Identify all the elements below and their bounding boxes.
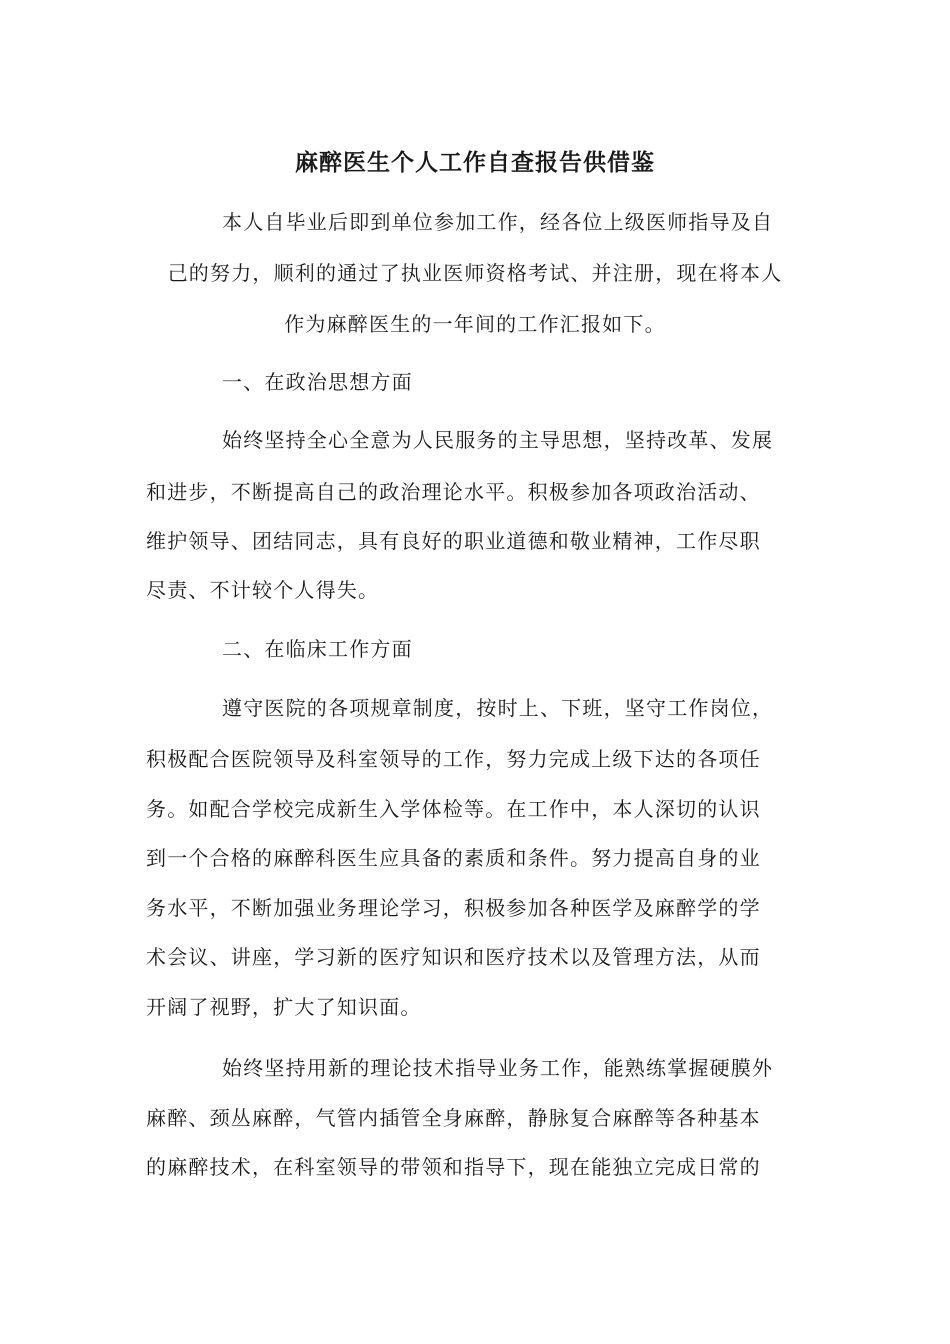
paragraph-line: 积极配合医院领导及科室领导的工作，努力完成上级下达的各项任 — [146, 747, 761, 771]
paragraph-line: 遵守医院的各项规章制度，按时上、下班，坚守工作岗位， — [222, 696, 774, 720]
paragraph-line: 尽责、不计较个人得失。 — [146, 578, 380, 602]
section-heading: 二、在临床工作方面 — [222, 637, 413, 661]
intro-line: 本人自毕业后即到单位参加工作，经各位上级医师指导及自 — [222, 210, 774, 234]
paragraph-line: 始终坚持用新的理论技术指导业务工作，能熟练掌握硬膜外 — [222, 1056, 774, 1080]
section-heading: 一、在政治思想方面 — [222, 370, 413, 394]
paragraph-line: 始终坚持全心全意为人民服务的主导思想，坚持改革、发展 — [222, 428, 774, 452]
paragraph-line: 和进步，不断提高自己的政治理论水平。积极参加各项政治活动、 — [146, 480, 761, 504]
paragraph-line: 开阔了视野，扩大了知识面。 — [146, 995, 422, 1019]
paragraph-line: 维护领导、团结同志，具有良好的职业道德和敬业精神，工作尽职 — [146, 529, 761, 553]
intro-line: 作为麻醉医生的一年间的工作汇报如下。 — [284, 312, 666, 336]
paragraph-line: 务。如配合学校完成新生入学体检等。在工作中，本人深切的认识 — [146, 797, 761, 821]
paragraph-line: 务水平，不断加强业务理论学习，积极参加各种医学及麻醉学的学 — [146, 896, 761, 920]
paragraph-line: 到一个合格的麻醉科医生应具备的素质和条件。努力提高自身的业 — [146, 846, 761, 870]
document-title: 麻醉医生个人工作自查报告供借鉴 — [295, 149, 655, 176]
paragraph-line: 术会议、讲座，学习新的医疗知识和医疗技术以及管理方法，从而 — [146, 945, 761, 969]
paragraph-line: 的麻醉技术，在科室领导的带领和指导下，现在能独立完成日常的 — [146, 1155, 761, 1179]
intro-line: 己的努力，顺利的通过了执业医师资格考试、并注册，现在将本人 — [167, 261, 783, 285]
paragraph-line: 麻醉、颈丛麻醉，气管内插管全身麻醉，静脉复合麻醉等各种基本 — [146, 1106, 761, 1130]
